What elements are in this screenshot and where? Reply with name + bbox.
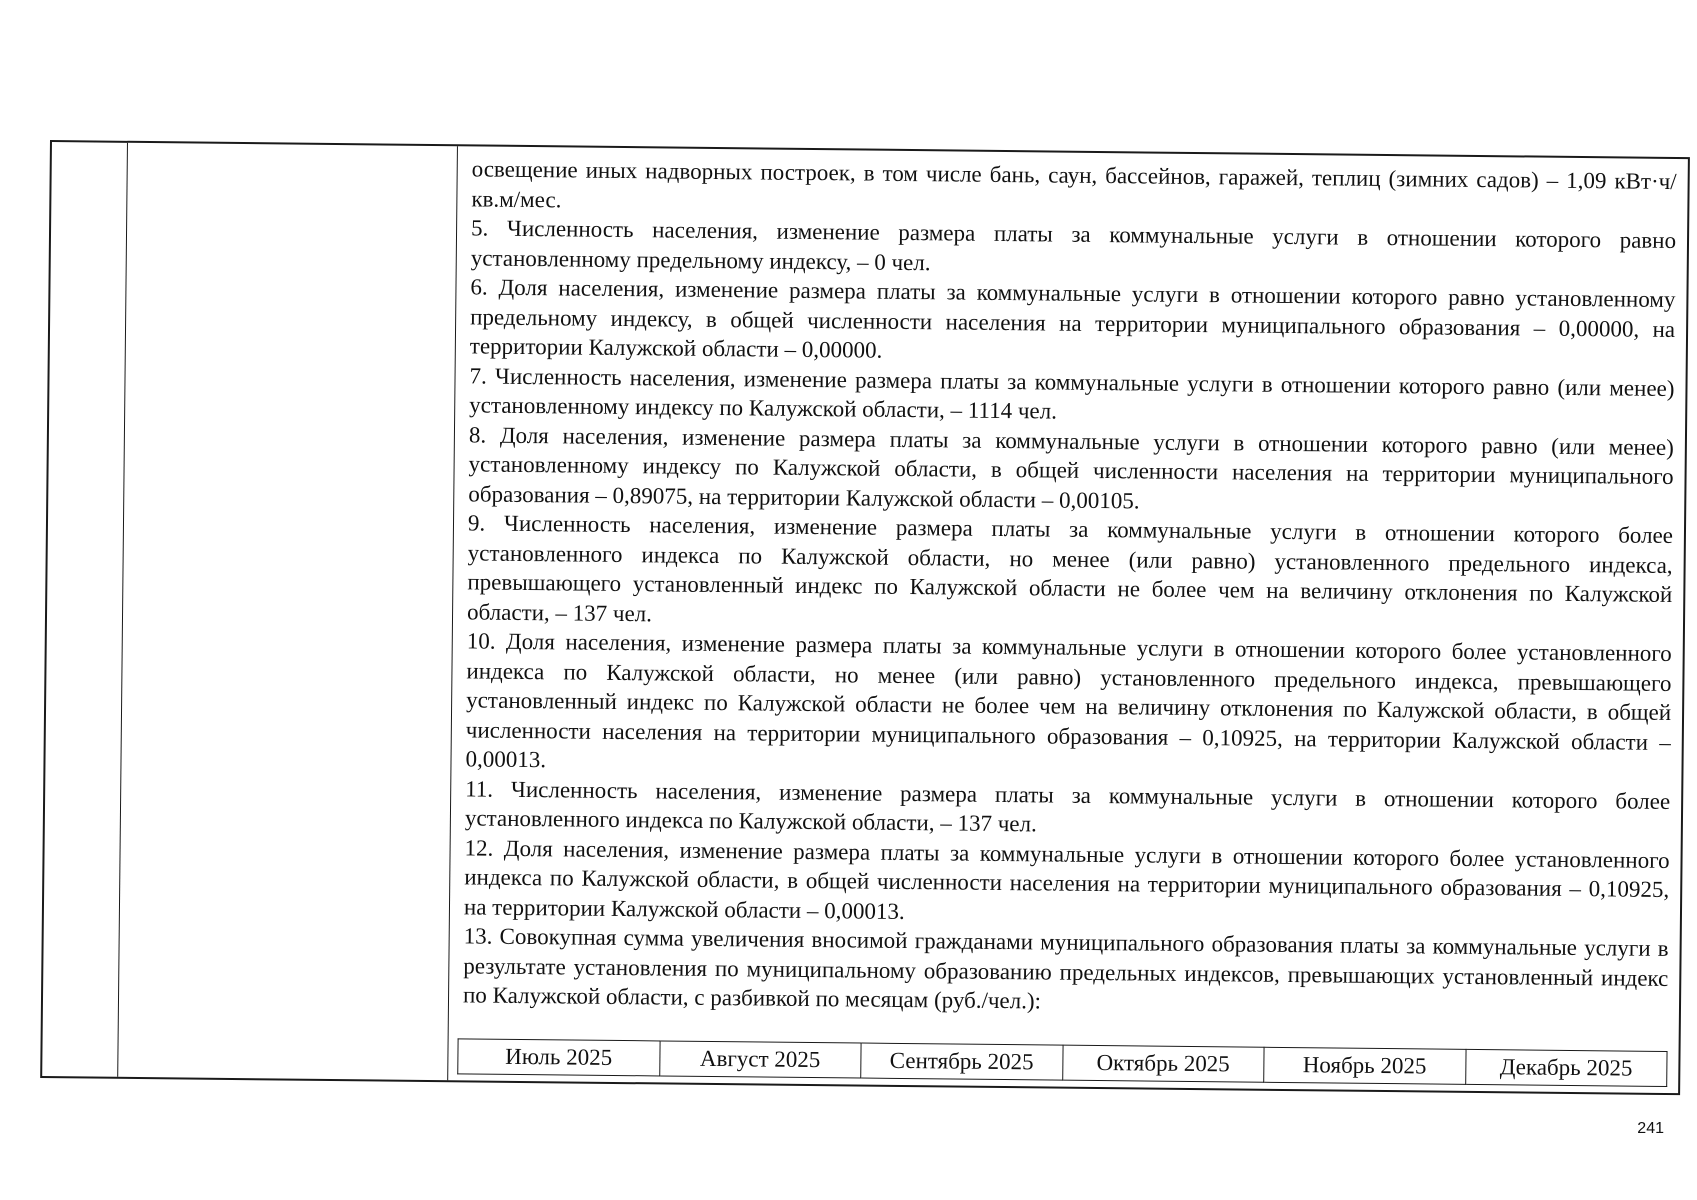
paragraph-item: 7. Численность населения, изменение размера платы за коммунальные услуги в отношении которого равно (или менее) установленному индексу по Калужской области, – 1114 чел. (469, 362, 1675, 424)
month-cell: Ноябрь 2025 (1264, 1047, 1466, 1084)
month-cell: Сентябрь 2025 (861, 1043, 1063, 1080)
indicators-text-cell (463, 154, 1677, 1022)
document-table (40, 140, 1690, 1095)
paragraph-item: 11. Численность населения, изменение размера платы за коммунальные услуги в отношении которого более установленного индекса по Калужской области, – 137 чел. (464, 775, 1671, 837)
paragraph-item: 12. Доля населения, изменение размера платы за коммунальные услуги в отношении которого более установленного индекса по Калужской области, в общей численности населения на территории муниципального образования – 0,10925, на территории Калужской области – 0,00013. (463, 834, 1670, 924)
month-cell: Август 2025 (659, 1041, 861, 1078)
paragraph-item: 10. Доля населения, изменение размера платы за коммунальные услуги в отношении которого более установленного индекса по Калужской области, но менее (или равно) установленного предельного индекса, превышающего установленный индекс по Калужской области не более чем на величину отклонения по Калужской области, в общей численности населения на территории муниципального образования – 0,10925, на территории Калужской области – 0,00013. (465, 628, 1672, 773)
months-row (458, 1039, 1667, 1087)
month-cell: Июль 2025 (458, 1039, 660, 1076)
page-number: 241 (1637, 1120, 1664, 1137)
paragraph-item: освещение иных надворных построек, в том числе бань, саун, бассейнов, гаражей, теплиц (зимних садов) – 1,09 кВт·ч/кв.м/мес. (471, 156, 1677, 212)
paragraph-item: 8. Доля населения, изменение размера платы за коммунальные услуги в отношении которого равно (или менее) установленному индексу по Калужской области, в общей численности населения на территории муниципального образования – 0,89075, на территории Калужской области – 0,00105. (468, 421, 1675, 513)
column-divider-1 (117, 143, 128, 1077)
month-cell: Октябрь 2025 (1062, 1045, 1264, 1082)
paragraph-item: 6. Доля населения, изменение размера платы за коммунальные услуги в отношении которого равно установленному предельному индексу, в общей численности населения на территории муниципального образования – 0,00000, на территории Калужской области – 0,00000. (469, 274, 1676, 363)
paragraph-item: 13. Совокупная сумма увеличения вносимой гражданами муниципального образования платы за коммунальные услуги в результате установления по муниципальному образованию предельных индексов, превышающих установленный индекс по Калужской области, с разбивкой по месяцам (руб./чел.): (462, 923, 1669, 1014)
paragraph-item: 9. Численность населения, изменение размера платы за коммунальные услуги в отношении которого более установленного индекса по Калужской области, но менее (или равно) установленного предельного индекса, превышающего установленный индекс по Калужской области не более чем на величину отклонения по Калужской области, – 137 чел. (466, 510, 1674, 626)
month-cell: Декабрь 2025 (1465, 1049, 1667, 1086)
paragraph-item: 5. Численность населения, изменение размера платы за коммунальные услуги в отношении которого равно установленному предельному индексу, – 0 чел. (470, 215, 1677, 275)
months-table (457, 1038, 1667, 1087)
column-divider-2 (447, 146, 458, 1080)
